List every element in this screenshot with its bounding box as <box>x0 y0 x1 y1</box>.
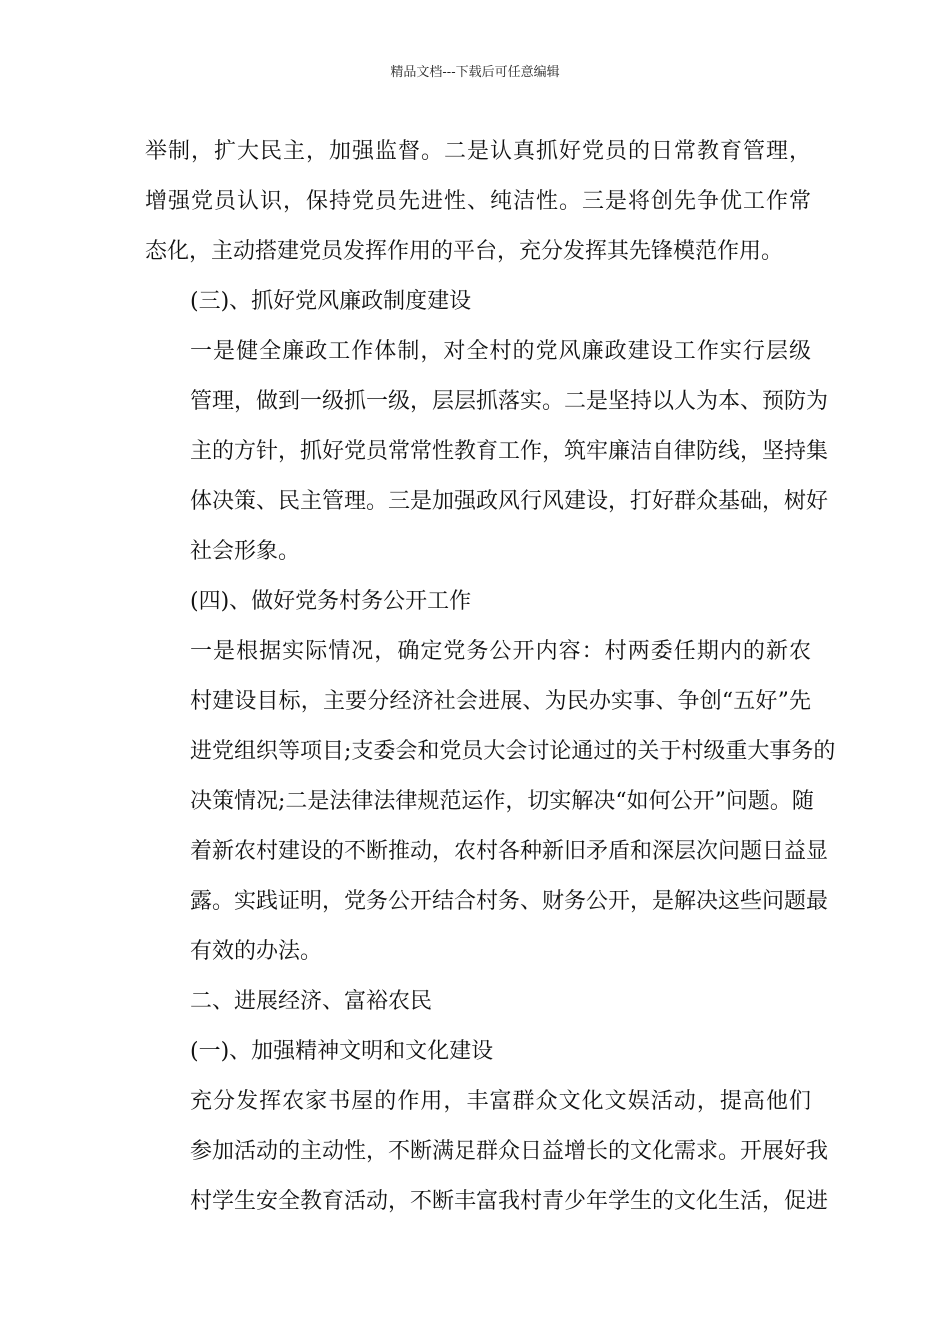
text-line: 一是根据实际情况，确定党务公开内容：村两委任期内的新农 <box>190 639 811 664</box>
text-line: 露。实践证明，党务公开结合村务、财务公开，是解决这些问题最 <box>190 889 829 914</box>
text-line: 村学生安全教育活动，不断丰富我村青少年学生的文化生活，促进 <box>190 1189 829 1214</box>
paragraph <box>145 327 829 577</box>
text-line: 一是健全廉政工作体制，对全村的党风廉政建设工作实行层级 <box>190 339 811 364</box>
text-line: 管理，做到一级抓一级，层层抓落实。二是坚持以人为本、预防为 <box>190 389 829 414</box>
paragraph <box>145 977 811 1027</box>
text-line: 社会形象。 <box>190 539 301 564</box>
text-line: 有效的办法。 <box>190 939 323 964</box>
paragraph <box>145 277 811 327</box>
text-line: 态化，主动搭建党员发挥作用的平台，充分发挥其先锋模范作用。 <box>145 239 784 264</box>
text-line: (三)、抓好党风廉政制度建设 <box>190 289 472 314</box>
text-line: 增强党员认识，保持党员先进性、纯洁性。三是将创先争优工作常 <box>145 189 811 214</box>
text-line: 进党组织等项目;支委会和党员大会讨论通过的关于村级重大事务的 <box>190 739 836 764</box>
paragraph <box>145 627 836 977</box>
text-line: (一)、加强精神文明和文化建设 <box>190 1039 494 1064</box>
text-line: 参加活动的主动性，不断满足群众日益增长的文化需求。开展好我 <box>190 1139 829 1164</box>
paragraph <box>145 127 811 277</box>
text-line: 决策情况;二是法律法律规范运作，切实解决“如何公开”问题。随 <box>190 789 814 814</box>
document-body <box>145 127 836 1227</box>
text-line: 着新农村建设的不断推动，农村各种新旧矛盾和深层次问题日益显 <box>190 839 829 864</box>
paragraph <box>145 1077 829 1227</box>
text-line: 充分发挥农家书屋的作用，丰富群众文化文娱活动，提高他们 <box>190 1089 811 1114</box>
paragraph <box>145 577 811 627</box>
text-line: 举制，扩大民主，加强监督。二是认真抓好党员的日常教育管理， <box>145 139 811 164</box>
text-line: 体决策、民主管理。三是加强政风行风建设，打好群众基础，树好 <box>190 489 829 514</box>
text-line: 二、进展经济、富裕农民 <box>190 989 433 1014</box>
page-header: 精品文档---下载后可任意编辑 <box>390 65 560 80</box>
paragraph <box>145 1027 811 1077</box>
text-line: 村建设目标，主要分经济社会进展、为民办实事、争创“五好”先 <box>190 689 811 714</box>
text-line: 主的方针，抓好党员常常性教育工作，筑牢廉洁自律防线，坚持集 <box>190 439 829 464</box>
text-line: (四)、做好党务村务公开工作 <box>190 589 472 614</box>
